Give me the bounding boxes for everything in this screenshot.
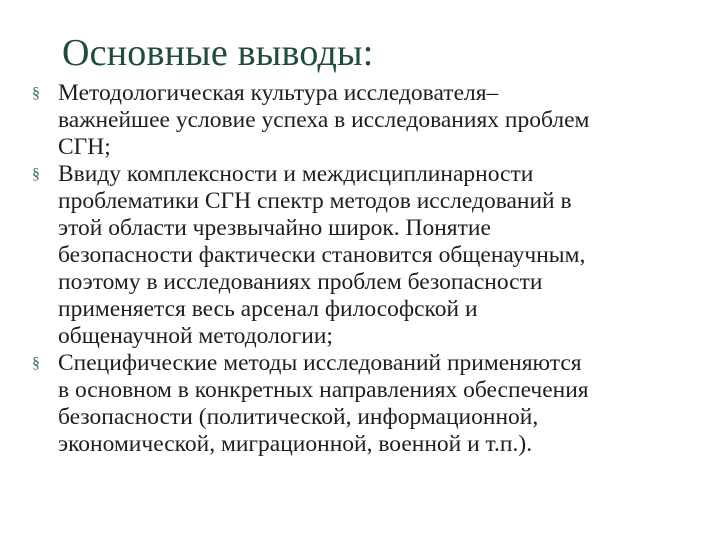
bullet-text-line: Методологическая культура исследователя– <box>58 80 499 106</box>
bullet-text-line: безопасности (политической, информационной, <box>58 404 539 430</box>
section-sign-bullet-icon: § <box>32 85 40 102</box>
section-sign-bullet-icon: § <box>32 166 40 183</box>
bullet-text-line: Специфические методы исследований применяются <box>58 350 582 376</box>
bullet-item-1 <box>32 80 704 161</box>
bullet-text-line: общенаучной методологии; <box>58 323 333 349</box>
slide-title: Основные выводы: <box>62 32 374 74</box>
bullet-text-line: Ввиду комплексности и междисциплинарности <box>58 161 534 187</box>
section-sign-bullet-icon: § <box>32 355 40 372</box>
bullet-text-line: безопасности фактически становится общенаучным, <box>58 242 586 268</box>
bullet-text-line: в основном в конкретных направлениях обеспечения <box>58 377 589 403</box>
bullet-text-line: СГН; <box>58 134 111 160</box>
bullet-text-line: важнейшее условие успеха в исследованиях проблем <box>58 107 590 133</box>
bullet-text-line: применяется весь арсенал философской и <box>58 296 478 322</box>
bullet-text-line: экономической, миграционной, военной и т.п.). <box>58 431 533 457</box>
bullet-item-2 <box>32 161 704 350</box>
bullet-list <box>32 80 704 458</box>
bullet-text-line: поэтому в исследованиях проблем безопасности <box>58 269 543 295</box>
bullet-item-3 <box>32 350 704 458</box>
bullet-text-line: этой области чрезвычайно широк. Понятие <box>58 215 491 241</box>
bullet-text-line: проблематики СГН спектр методов исследований в <box>58 188 572 214</box>
